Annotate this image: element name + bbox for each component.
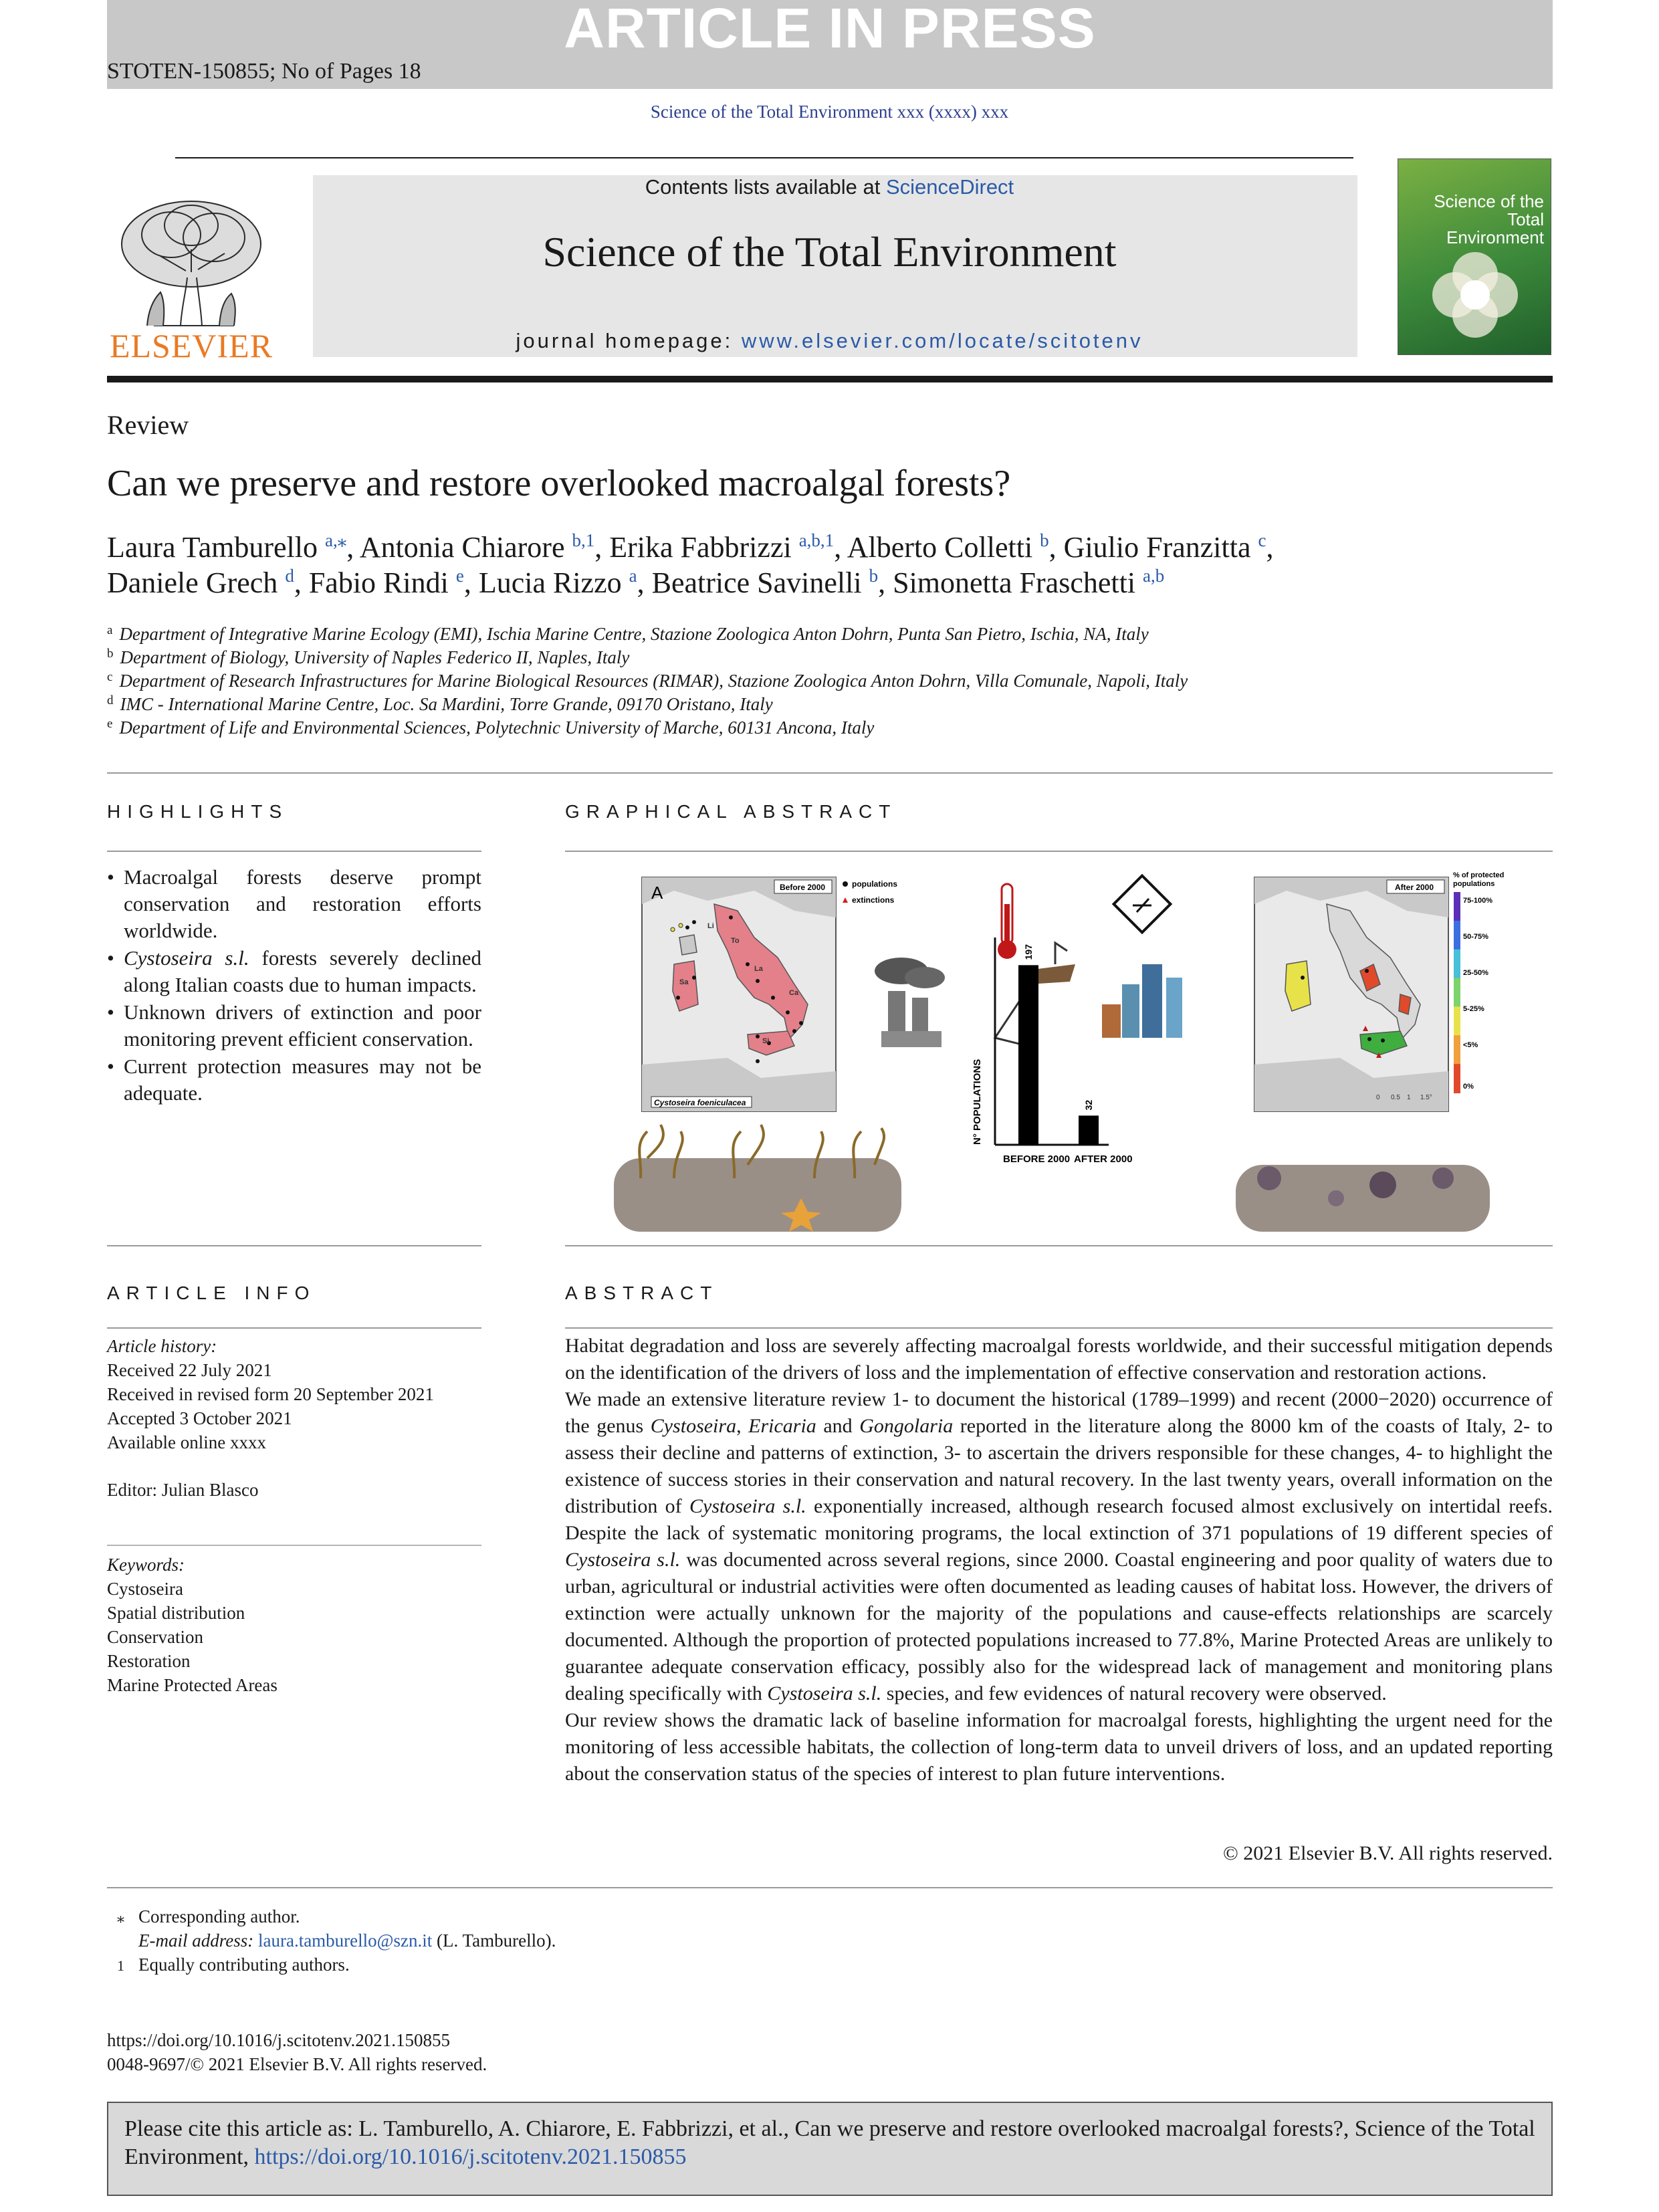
region-label: Ca <box>789 989 799 997</box>
cover-title-line1: Science of the <box>1434 191 1544 211</box>
affiliation-e: $^e$ Department of Life and Environmental Sciences, Polytechnic University of Marche, 60131 Ancona, Italy <box>107 717 875 738</box>
section-divider <box>107 772 1553 774</box>
graphical-abstract-bottom-rule <box>565 1245 1553 1246</box>
author-list-line-2 <box>107 565 1553 601</box>
email-note: E-mail address: laura.tamburello@szn.it (L. Tamburello). <box>138 1930 556 1951</box>
author-name[interactable]: Lucia Rizzo <box>478 566 629 599</box>
keyword: Restoration <box>107 1651 191 1671</box>
chart-x-tick: AFTER 2000 <box>1074 1153 1133 1165</box>
affiliation-d: $^d$ IMC - International Marine Centre, Loc. Sa Mardini, Torre Grande, 09170 Oristano, Italy <box>107 693 773 714</box>
author-name[interactable]: Simonetta Fraschetti <box>893 566 1143 599</box>
author-affiliation-marker[interactable]: d <box>285 566 294 586</box>
protection-legend-title: populations <box>1453 880 1495 888</box>
species-label: Cystoseira foeniculacea <box>654 1098 746 1107</box>
bar-before-2000 <box>1018 965 1038 1145</box>
author-separator: , <box>1048 531 1064 564</box>
industry-pollution-icon <box>875 958 945 1047</box>
abstract-copyright: © 2021 Elsevier B.V. All rights reserved. <box>1222 1842 1553 1864</box>
protection-color-swatch <box>1454 1006 1460 1036</box>
cover-emblem-icon <box>1425 245 1525 345</box>
urban-buildings-icon <box>1102 964 1182 1038</box>
protection-color-swatch <box>1454 950 1460 979</box>
author-separator: , <box>878 566 893 599</box>
cover-title-line2: Total Environment <box>1446 209 1544 247</box>
author-affiliation-marker[interactable]: a,b <box>1143 566 1165 586</box>
article-history-label: Article history: <box>107 1336 217 1356</box>
scale-tick: 1.5° <box>1420 1094 1432 1101</box>
protection-color-swatch <box>1454 921 1460 950</box>
map-after-2000 <box>1254 877 1448 1111</box>
article-type: Review <box>107 410 189 440</box>
author-affiliation-marker[interactable]: b <box>869 566 879 586</box>
graphical-abstract-rule <box>565 851 1553 852</box>
available-online-date: Available online xxxx <box>107 1432 266 1452</box>
author-separator: , <box>294 566 309 599</box>
author-name[interactable]: Laura Tamburello <box>107 531 325 564</box>
author-name[interactable]: Antonia Chiarore <box>359 531 572 564</box>
article-info-rule <box>107 1327 481 1329</box>
author-separator: , <box>594 531 610 564</box>
region-label: Sa <box>679 978 689 986</box>
article-in-press-label: ARTICLE IN PRESS <box>564 0 1096 60</box>
region-label: Li <box>707 922 714 930</box>
abstract-body <box>565 1333 1553 1787</box>
doi-link[interactable]: https://doi.org/10.1016/j.scitotenv.2021.150855 <box>107 2030 450 2050</box>
protection-color-swatch <box>1454 978 1460 1008</box>
legend-populations: populations <box>852 879 897 889</box>
journal-cover-thumbnail[interactable] <box>1398 158 1551 355</box>
highlight-item: • Unknown drivers of extinction and poor monitoring prevent efficient conservation. <box>107 999 481 1053</box>
keyword: Conservation <box>107 1627 203 1647</box>
issn-copyright-line: 0048-9697/© 2021 Elsevier B.V. All rights reserved. <box>107 2054 487 2074</box>
author-separator: , <box>1266 531 1274 564</box>
author-list-line-1 <box>107 530 1553 566</box>
author-name[interactable]: Alberto Colletti <box>847 531 1040 564</box>
author-affiliation-marker[interactable]: a,b,1 <box>798 530 835 550</box>
highlights-bottom-rule <box>107 1245 481 1246</box>
cover-title <box>1410 193 1544 247</box>
region-label: To <box>731 937 740 945</box>
citation-box <box>107 2102 1553 2196</box>
author-name[interactable]: Daniele Grech <box>107 566 286 599</box>
contents-prefix: Contents lists available at <box>645 175 886 199</box>
keywords-label: Keywords: <box>107 1555 185 1575</box>
protection-class-label: 50-75% <box>1463 933 1488 941</box>
abstract-paragraph: Our review shows the dramatic lack of baseline information for macroalgal forests, highlighting the urgent need for the monitoring of less accessible habitats, the collection of long-term data to unveil drivers of loss, and an updated reporting about the conservation status of the species of interest to plan future interventions. <box>565 1709 1553 1785</box>
header-bottom-rule <box>107 376 1553 382</box>
abstract-paragraph: Habitat degradation and loss are severely affecting macroalgal forests worldwide, and their successful mitigation depends on the identification of the drivers of loss and the implementation of effective conservation and restoration actions. <box>565 1335 1553 1384</box>
author-affiliation-marker[interactable]: b <box>1040 530 1049 550</box>
accepted-date: Accepted 3 October 2021 <box>107 1408 292 1428</box>
region-label: Si <box>762 1037 770 1045</box>
author-separator: , <box>637 566 652 599</box>
abstract-rule <box>565 1327 1553 1329</box>
journal-reference[interactable]: Science of the Total Environment xxx (xxxx) xxx <box>650 102 1009 122</box>
seabed-illustration-right <box>1236 1165 1490 1232</box>
author-name[interactable]: Fabio Rindi <box>308 566 456 599</box>
protection-class-label: 5-25% <box>1463 1005 1484 1013</box>
article-title: Can we preserve and restore overlooked macroalgal forests? <box>107 463 1011 504</box>
author-affiliation-marker[interactable]: e <box>455 566 464 586</box>
author-email-link[interactable]: laura.tamburello@szn.it <box>257 1930 433 1951</box>
homepage-prefix: journal homepage: <box>516 329 742 352</box>
keyword: Marine Protected Areas <box>107 1675 278 1695</box>
author-affiliation-marker[interactable]: c <box>1258 530 1266 550</box>
author-name[interactable]: Giulio Franzitta <box>1063 531 1258 564</box>
protection-color-swatch <box>1454 1064 1460 1093</box>
journal-name: Science of the Total Environment <box>542 228 1117 275</box>
scale-tick: 1 <box>1407 1094 1411 1101</box>
footnote-rule <box>107 1887 1553 1888</box>
map-before-label: Before 2000 <box>780 883 826 892</box>
header-top-rule <box>175 157 1353 158</box>
thermometer-icon <box>998 884 1016 959</box>
keyword: Cystoseira <box>107 1579 183 1599</box>
keywords-rule <box>107 1545 481 1546</box>
highlight-item: • Cystoseira s.l. forests severely declined along Italian coasts due to human impacts. <box>107 945 481 998</box>
keyword: Spatial distribution <box>107 1603 245 1623</box>
manuscript-id: STOTEN-150855; No of Pages 18 <box>107 59 421 84</box>
corresponding-author-note: ⁎ Corresponding author. <box>117 1906 300 1926</box>
legend-extinctions: extinctions <box>852 895 895 905</box>
scale-tick: 0 <box>1376 1094 1380 1101</box>
chart-y-label: N° POPULATIONS <box>972 1059 983 1145</box>
affiliation-a: $^a$ Department of Integrative Marine Ecology (EMI), Ischia Marine Centre, Stazione Zoologica Anton Dohrn, Punta San Pietro, Ischia, NA, Italy <box>107 623 1149 644</box>
protection-class-label: 0% <box>1463 1083 1474 1091</box>
citation-doi-link[interactable]: https://doi.org/10.1016/j.scitotenv.2021.150855 <box>254 2144 687 2169</box>
protection-legend <box>1453 871 1504 1093</box>
graphical-abstract-heading: GRAPHICAL ABSTRACT <box>565 801 897 822</box>
author-name[interactable]: Erika Fabbrizzi <box>609 531 799 564</box>
author-separator: , <box>463 566 479 599</box>
abstract-paragraph: We made an extensive literature review 1- to document the historical (1789–1999) and recent (2000−2020) occurrence of the genus Cystoseira, Ericaria and Gongolaria reported in the literature along the 8000 km of the coasts of Italy, 2- to assess their decline and patterns of extinction, 3- to ascertain the drivers responsible for these changes, 4- to highlight the existence of success stories in their conservation and natural recovery. In the last twenty years, overall information on the distribution of Cystoseira s.l. exponentially increased, although research focused almost exclusively on intertidal reefs. Despite the lack of systematic monitoring programs, the local extinction of 371 populations of 19 different species of Cystoseira s.l. was documented across several regions, since 2000. Coastal engineering and poor quality of waters due to urban, agricultural or industrial activities were often documented as leading causes of habitat loss. However, the drivers of extinction were actually unknown for the majority of the populations and cause-effects relationships are scarcely documented. Although the proportion of protected populations increased to 77.8%, Marine Protected Areas are unlikely to guarantee adequate conservation efficacy, possibly also for the widespread lack of management and monitoring plans dealing specifically with Cystoseira s.l. species, and few evidences of natural recovery were observed. <box>565 1388 1553 1704</box>
elsevier-wordmark[interactable]: ELSEVIER <box>109 327 273 364</box>
bar-value-label: 32 <box>1083 1099 1094 1111</box>
protection-class-label: 25-50% <box>1463 969 1488 977</box>
map-before-2000 <box>642 877 836 1111</box>
article-info-heading: ARTICLE INFO <box>107 1283 316 1303</box>
citation-text: Please cite this article as: L. Tamburello, A. Chiarore, E. Fabbrizzi, et al., Can we preserve and restore overlooked macroalgal forests?, Science of the Total Environment, <box>124 2116 1535 2169</box>
region-label: La <box>754 965 763 973</box>
author-affiliation-marker[interactable]: b,1 <box>572 530 595 550</box>
highlight-item: • Current protection measures may not be adequate. <box>107 1053 481 1107</box>
author-affiliation-marker[interactable]: a,⁎ <box>324 530 347 550</box>
protection-class-label: <5% <box>1463 1041 1478 1049</box>
journal-homepage-link[interactable]: www.elsevier.com/locate/scitotenv <box>741 329 1143 352</box>
abstract-heading: ABSTRACT <box>565 1283 719 1303</box>
scale-tick: 0.5 <box>1391 1094 1400 1101</box>
protection-color-swatch <box>1454 1035 1460 1065</box>
equal-contribution-note: 1 Equally contributing authors. <box>117 1955 350 1975</box>
sciencedirect-link[interactable]: ScienceDirect <box>885 175 1014 199</box>
bar-value-label: 197 <box>1023 944 1034 960</box>
highlights-list <box>107 864 481 1107</box>
graphical-abstract-figure[interactable] <box>594 864 1517 1235</box>
protection-class-label: 75-100% <box>1463 897 1493 905</box>
hazard-pollution-icon <box>1114 876 1171 933</box>
author-separator: , <box>346 531 360 564</box>
protection-color-swatch <box>1454 892 1460 921</box>
author-affiliation-marker[interactable]: a <box>629 566 637 586</box>
revised-date: Received in revised form 20 September 2021 <box>107 1384 434 1404</box>
highlights-rule <box>107 851 481 852</box>
seabed-illustration-left <box>614 1125 901 1232</box>
map-legend <box>843 879 897 905</box>
map-after-label: After 2000 <box>1395 883 1434 892</box>
affiliation-b: $^b$ Department of Biology, University of Naples Federico II, Naples, Italy <box>107 647 630 667</box>
chart-x-tick: BEFORE 2000 <box>1003 1153 1071 1165</box>
received-date: Received 22 July 2021 <box>107 1360 272 1380</box>
editor-line: Editor: Julian Blasco <box>107 1480 259 1500</box>
highlight-item: • Macroalgal forests deserve prompt conservation and restoration efforts worldwide. <box>107 864 481 944</box>
bar-after-2000 <box>1079 1115 1099 1145</box>
highlights-heading: HIGHLIGHTS <box>107 801 289 822</box>
author-name[interactable]: Beatrice Savinelli <box>651 566 869 599</box>
affiliation-c: $^c$ Department of Research Infrastructures for Marine Biological Resources (RIMAR), Stazione Zoologica Anton Dohrn, Villa Comunale, Napoli, Italy <box>107 670 1188 691</box>
author-separator: , <box>834 531 847 564</box>
map-panel-letter: A <box>651 883 663 903</box>
protection-legend-title: % of protected <box>1453 871 1505 879</box>
